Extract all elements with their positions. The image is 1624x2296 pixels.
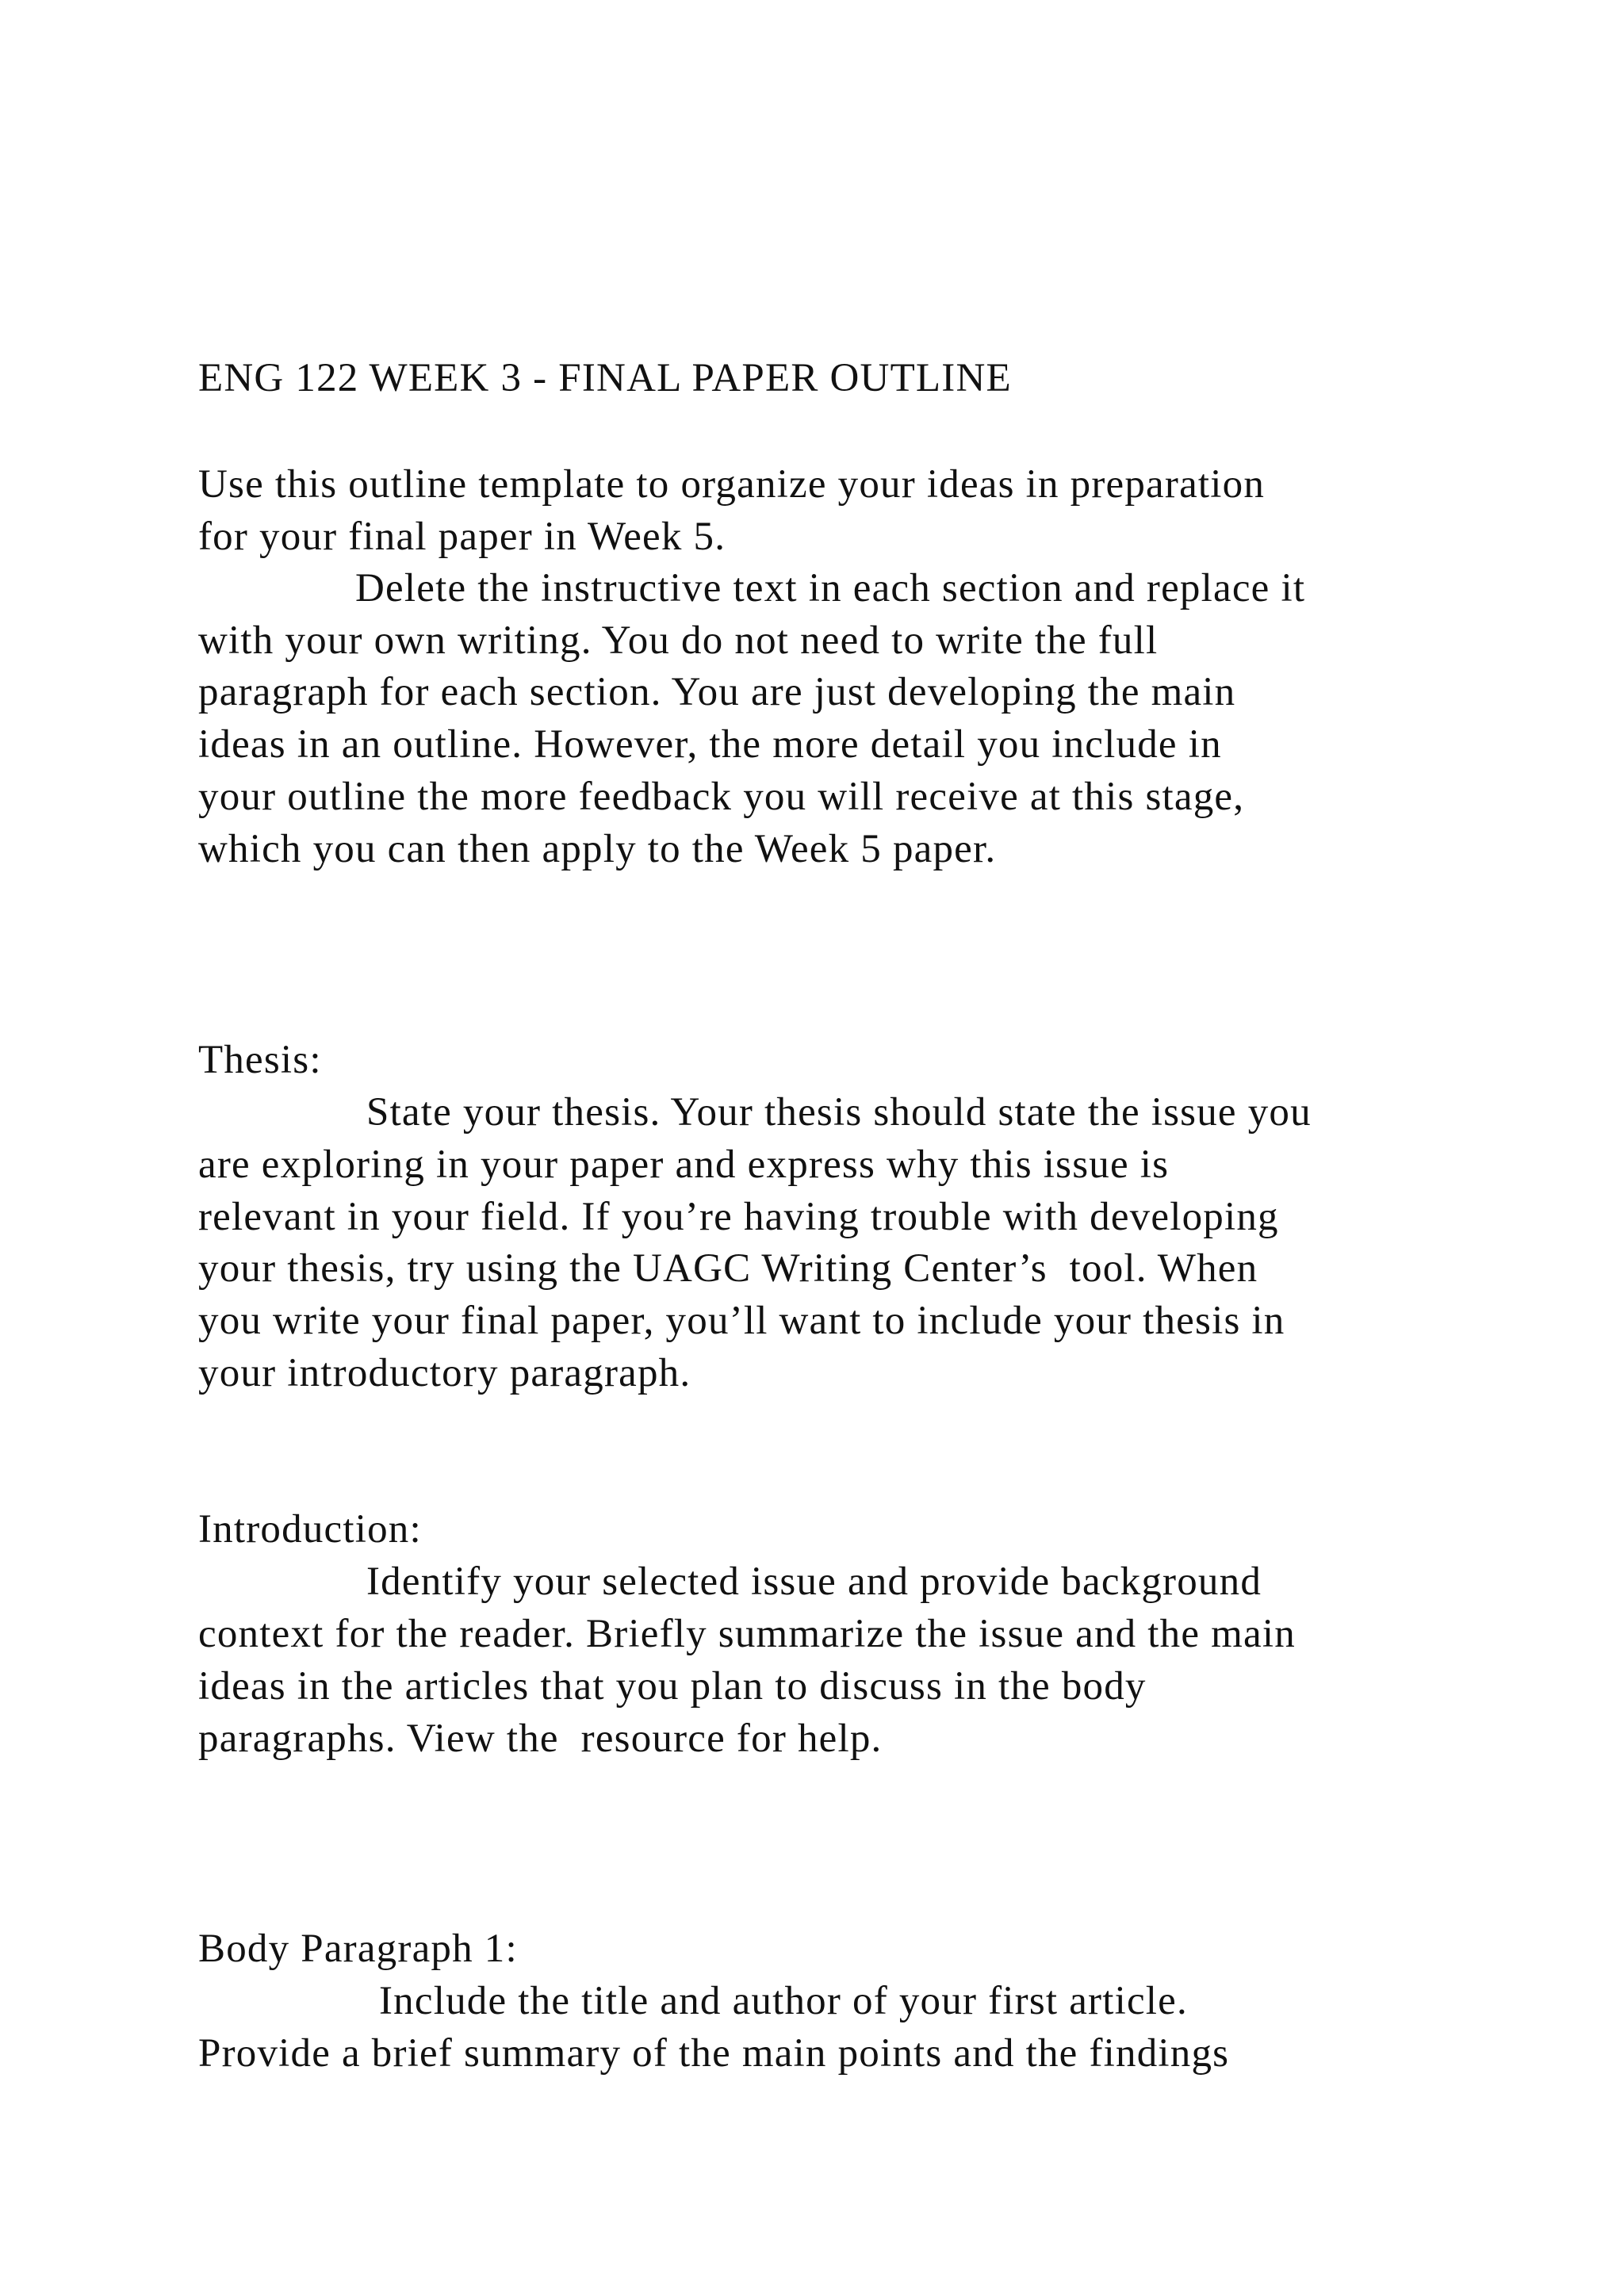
- intro-line-4: with your own writing. You do not need to write the full: [198, 618, 1159, 663]
- thesis-line-1: State your thesis. Your thesis should state the issue you: [366, 1090, 1312, 1135]
- thesis-line-3: relevant in your field. If you’re having trouble with developing: [198, 1195, 1279, 1239]
- intro-line-2: for your final paper in Week 5.: [198, 515, 726, 559]
- document-title: ENG 122 WEEK 3 - FINAL PAPER OUTLINE: [198, 356, 1012, 400]
- thesis-line-4: your thesis, try using the UAGC Writing Center’s tool. When: [198, 1246, 1258, 1291]
- section-heading-introduction: Introduction:: [198, 1507, 422, 1552]
- body-paragraph-1-line-1: Include the title and author of your first article.: [379, 1979, 1188, 2023]
- body-paragraph-1-line-2: Provide a brief summary of the main points and the findings: [198, 2031, 1230, 2076]
- thesis-line-6: your introductory paragraph.: [198, 1351, 691, 1395]
- intro-line-1: Use this outline template to organize your ideas in preparation: [198, 462, 1266, 507]
- intro-line-8: which you can then apply to the Week 5 paper.: [198, 827, 997, 871]
- introduction-line-4: paragraphs. View the resource for help.: [198, 1716, 883, 1761]
- intro-line-3: Delete the instructive text in each section and replace it: [355, 566, 1306, 610]
- thesis-line-5: you write your final paper, you’ll want to include your thesis in: [198, 1299, 1285, 1343]
- thesis-line-2: are exploring in your paper and express why this issue is: [198, 1142, 1170, 1187]
- introduction-line-3: ideas in the articles that you plan to discuss in the body: [198, 1664, 1147, 1709]
- introduction-line-1: Identify your selected issue and provide background: [366, 1559, 1262, 1604]
- section-heading-thesis: Thesis:: [198, 1038, 322, 1082]
- intro-line-6: ideas in an outline. However, the more detail you include in: [198, 722, 1222, 767]
- section-heading-body-paragraph-1: Body Paragraph 1:: [198, 1927, 518, 1971]
- intro-line-7: your outline the more feedback you will receive at this stage,: [198, 775, 1245, 819]
- intro-line-5: paragraph for each section. You are just developing the main: [198, 670, 1236, 714]
- introduction-line-2: context for the reader. Briefly summarize the issue and the main: [198, 1612, 1296, 1656]
